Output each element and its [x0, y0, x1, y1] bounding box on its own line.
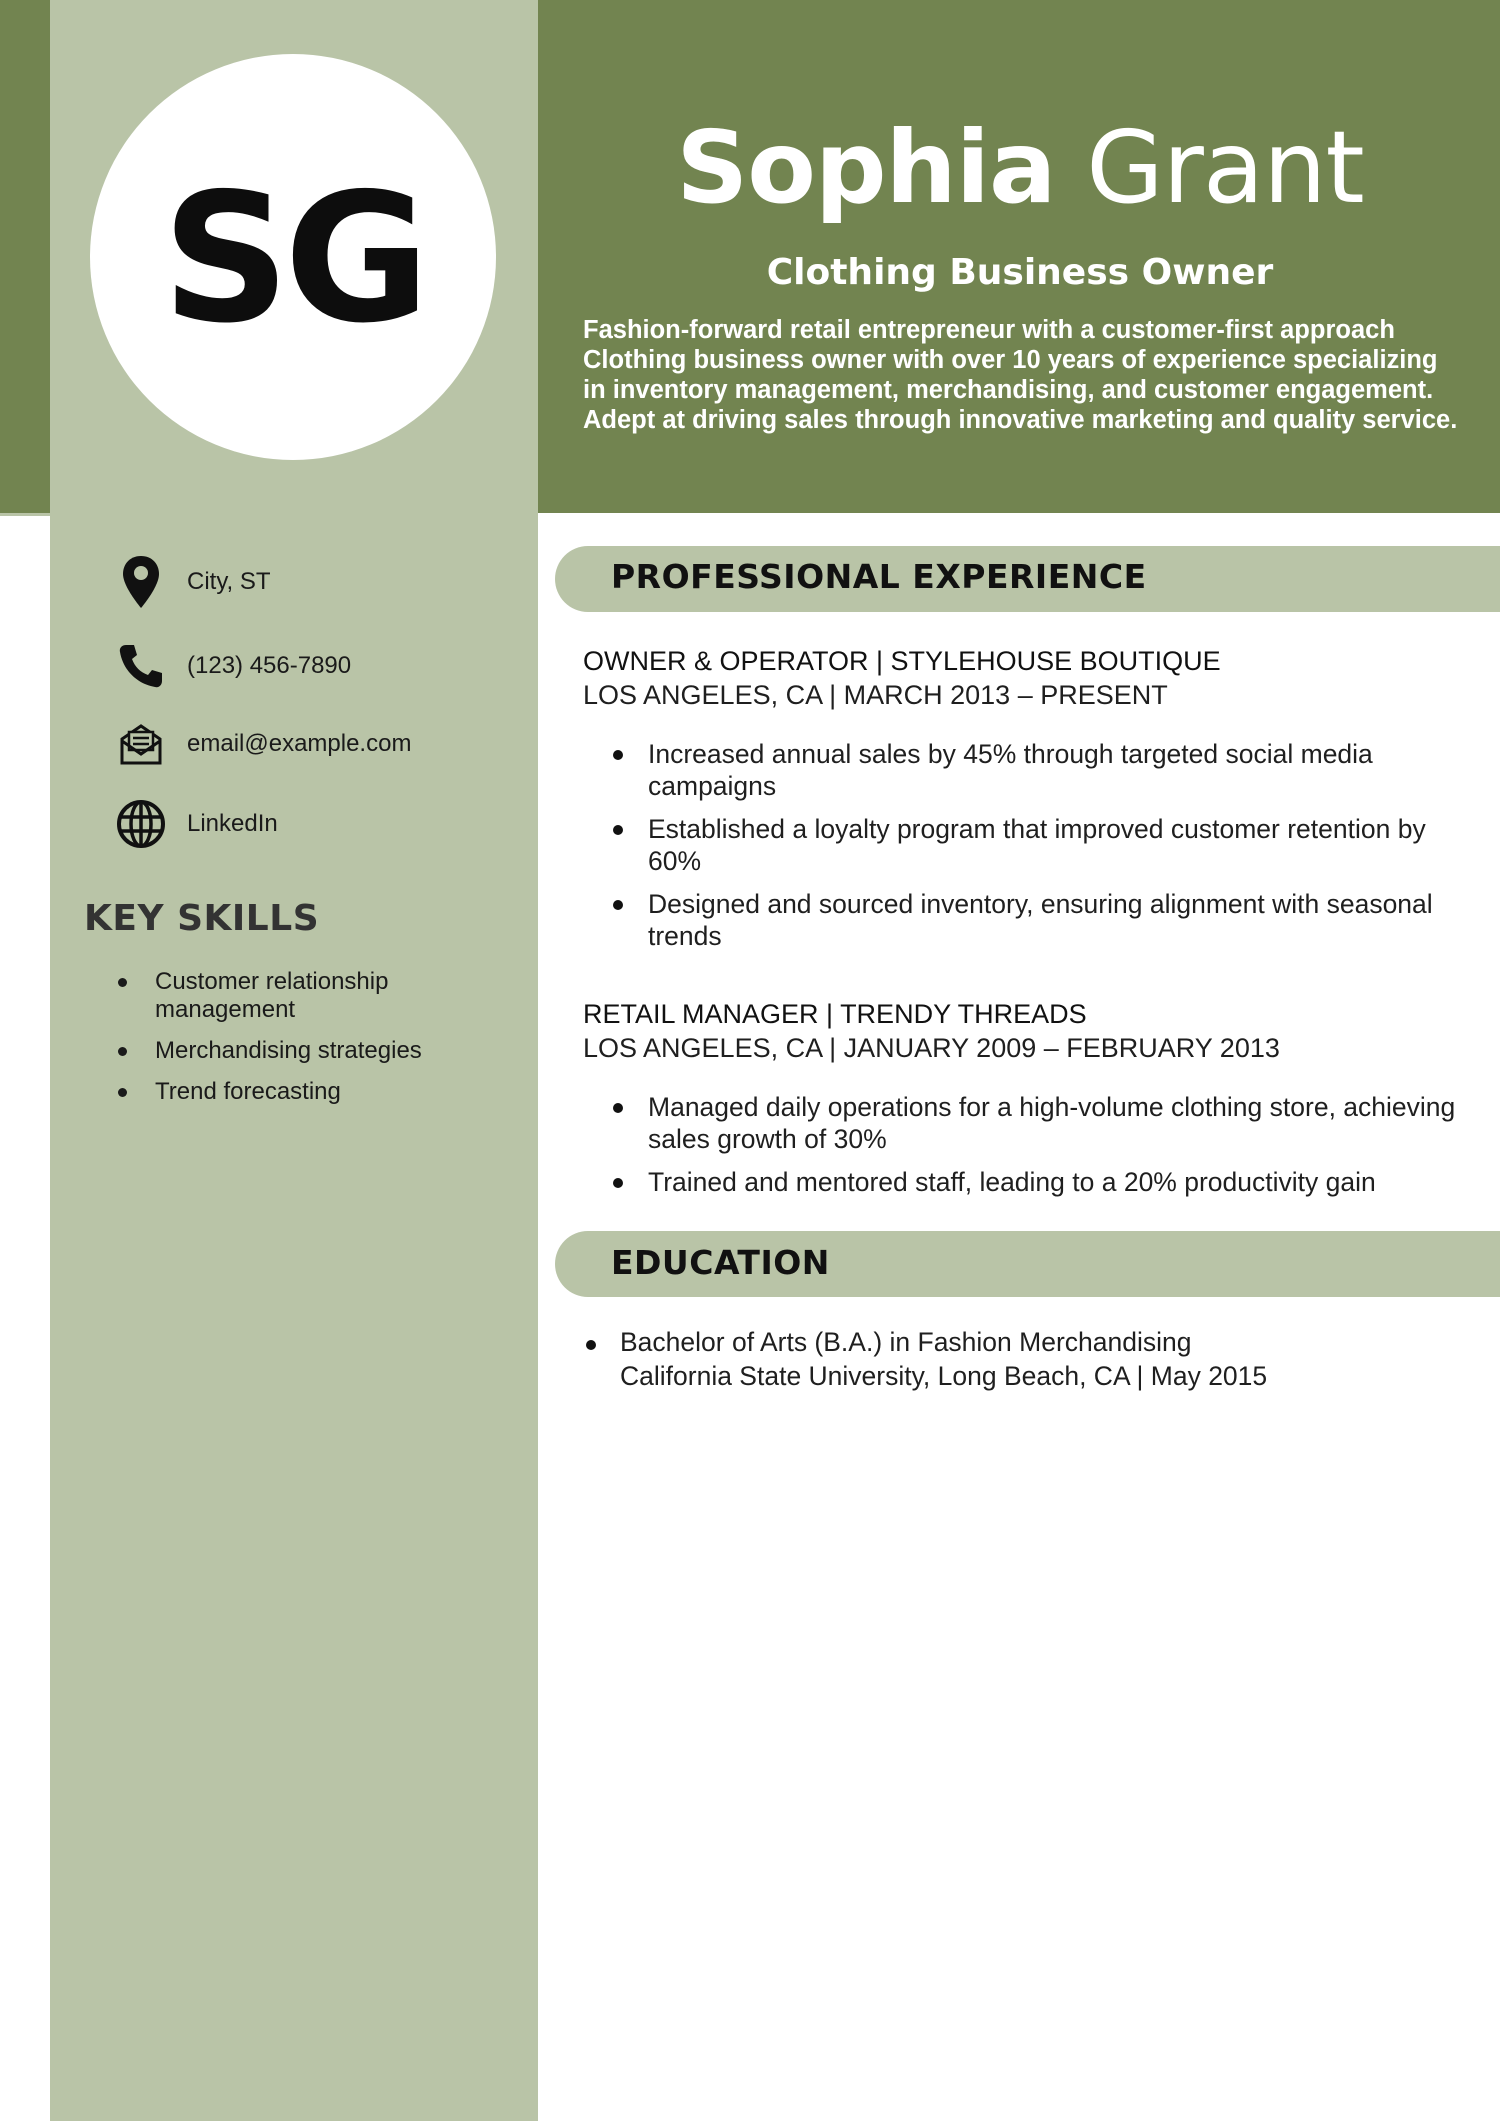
location-pin-icon	[115, 556, 167, 608]
skill-item: Customer relationship management	[115, 968, 515, 1024]
skills-heading: KEY SKILLS	[84, 898, 320, 939]
contact-location	[115, 556, 271, 608]
professional-summary	[583, 315, 1488, 435]
education-school: California State University, Long Beach, CA | May 2015	[620, 1361, 1268, 1391]
skills-list	[115, 968, 515, 1119]
summary-line: Fashion-forward retail entrepreneur with a customer-first approach	[583, 316, 1395, 344]
skill-item: Trend forecasting	[115, 1078, 515, 1106]
location-text: City, ST	[187, 568, 271, 595]
job-2-bullets	[610, 1091, 1470, 1209]
phone-icon	[115, 640, 167, 692]
skill-item: Merchandising strategies	[115, 1037, 515, 1065]
monogram-avatar	[90, 54, 496, 460]
phone-text[interactable]: (123) 456-7890	[187, 652, 352, 679]
job-title-heading: Clothing Business Owner	[766, 252, 1274, 293]
first-name: Sophia	[676, 109, 1056, 226]
contact-email	[115, 718, 411, 770]
bullet-icon	[586, 1340, 596, 1350]
list-item: Established a loyalty program that improved customer retention by 60%	[610, 813, 1470, 877]
envelope-icon	[115, 718, 167, 770]
job-2-meta: LOS ANGELES, CA | JANUARY 2009 – FEBRUARY 2013	[583, 1033, 1280, 1063]
job-1-title: OWNER & OPERATOR | STYLEHOUSE BOUTIQUE	[583, 646, 1221, 676]
education-degree: Bachelor of Arts (B.A.) in Fashion Merchandising	[620, 1327, 1192, 1357]
job-1-meta: LOS ANGELES, CA | MARCH 2013 – PRESENT	[583, 680, 1168, 710]
summary-line: in inventory management, merchandising, and customer engagement.	[583, 376, 1434, 404]
job-2-title: RETAIL MANAGER | TRENDY THREADS	[583, 999, 1087, 1029]
last-name: Grant	[1086, 109, 1364, 226]
contact-linkedin	[115, 798, 278, 850]
header-divider	[0, 513, 50, 516]
list-item: Increased annual sales by 45% through targeted social media campaigns	[610, 738, 1470, 802]
list-item: Managed daily operations for a high-volume clothing store, achieving sales growth of 30%	[610, 1091, 1470, 1155]
experience-heading: PROFESSIONAL EXPERIENCE	[611, 557, 1147, 596]
monogram-text: SG	[161, 155, 425, 362]
globe-icon	[115, 798, 167, 850]
list-item: Trained and mentored staff, leading to a 20% productivity gain	[610, 1166, 1470, 1198]
job-1-bullets	[610, 738, 1470, 963]
summary-line: Adept at driving sales through innovative marketing and quality service.	[583, 406, 1458, 434]
contact-phone	[115, 640, 351, 692]
education-heading: EDUCATION	[611, 1243, 830, 1282]
linkedin-text[interactable]: LinkedIn	[187, 810, 278, 837]
list-item: Designed and sourced inventory, ensuring alignment with seasonal trends	[610, 888, 1470, 952]
summary-line: Clothing business owner with over 10 years of experience specializing	[583, 346, 1438, 374]
email-text[interactable]: email@example.com	[187, 730, 412, 757]
candidate-name	[540, 109, 1500, 226]
